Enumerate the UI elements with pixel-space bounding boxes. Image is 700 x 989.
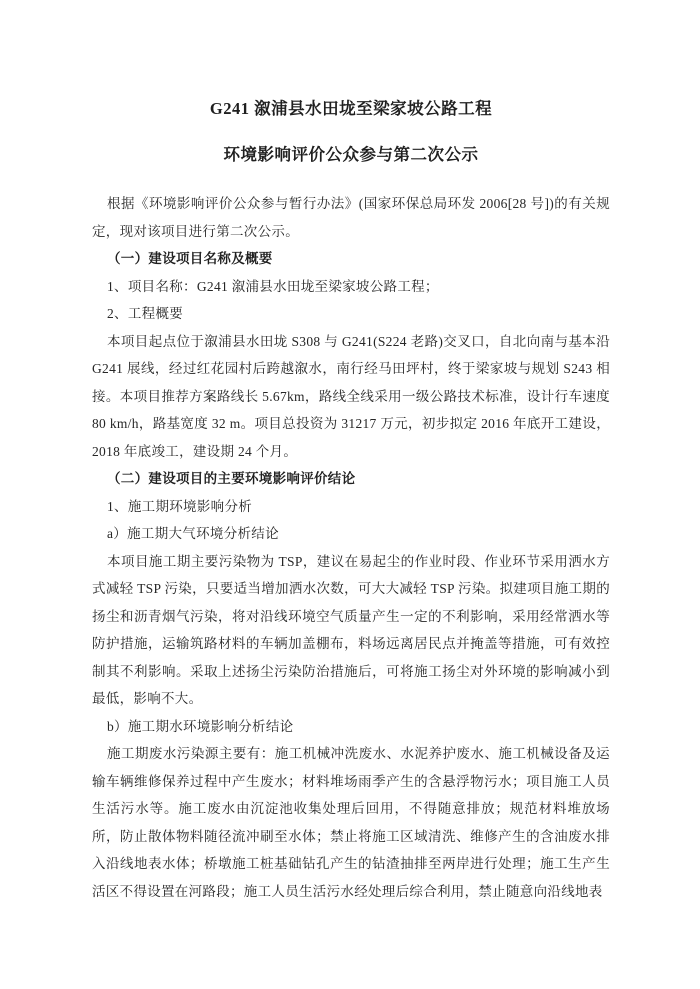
section-heading-2: （二）建设项目的主要环境影响评价结论 [107,471,356,486]
paragraph-water-conclusion: 施工期废水污染源主要有：施工机械冲洗废水、水泥养护废水、施工机械设备及运输车辆维修保养过程中产生废水；材料堆场雨季产生的含悬浮物污水；项目施工人员生活污水等。施工废水由沉淀池收集处理后回用，不得随意排放；规范材料堆放场所，防止散体物料随径流冲刷至水体；禁止将施工区域清洗、维修产生的含油废水排入沿线地表水体；桥墩施工桩基础钻孔产生的钻渣抽排至两岸进行处理；施工生产生活区不得设置在河路段；施工人员生活污水经处理后综合利用，禁止随意向沿线地表 [92,746,610,899]
document-title-line-2: 环境影响评价公众参与第二次公示 [223,145,479,164]
paragraph-project-overview: 本项目起点位于溆浦县水田垅 S308 与 G241(S224 老路)交叉口，自北向南与基本沿 G241 展线，经过红花园村后跨越溆水，南行经马田坪村，终于梁家坡与规划 S243 相接。本项目推荐方案路线长 5.67km，路线全线采用一级公路技术标准，设计行车速度 80 km/h，路基宽度 32 m。项目总投资为 31217 万元，初步拟定 2016 年底开工建设，2018 年底竣工，建设期 24 个月。 [92,333,610,459]
paragraph-construction-impact-label: 1、施工期环境影响分析 [107,498,253,514]
paragraph-project-name: 1、项目名称：G241 溆浦县水田垅至梁家坡公路工程； [107,278,439,294]
paragraph-air-conclusion: 本项目施工期主要污染物为 TSP，建议在易起尘的作业时段、作业环节采用洒水方式减轻 TSP 污染，只要适当增加洒水次数，可大大减轻 TSP 污染。拟建项目施工期的扬尘和沥青烟气污染，将对沿线环境空气质量产生一定的不利影响，采用经常洒水等防护措施，运输筑路材料的车辆加盖棚布，料场远离居民点并掩盖等措施，可有效控制其不利影响。采取上述扬尘污染防治措施后，可将施工扬尘对外环境的影响减小到最低，影响不大。 [92,553,610,706]
paragraph-air-conclusion-label: a）施工期大气环境分析结论 [107,526,279,541]
document-title [92,86,610,178]
document-body [92,190,610,905]
section-heading-1: （一）建设项目名称及概要 [107,251,273,266]
document-title-line-1: G241 溆浦县水田垅至梁家坡公路工程 [209,99,493,118]
paragraph-water-conclusion-label: b）施工期水环境影响分析结论 [107,718,294,734]
paragraph-intro: 根据《环境影响评价公众参与暂行办法》(国家环保总局环发 2006[28 号])的有关规定，现对该项目进行第二次公示。 [92,196,610,239]
document-content [92,86,610,905]
paragraph-project-overview-label: 2、工程概要 [107,306,184,321]
